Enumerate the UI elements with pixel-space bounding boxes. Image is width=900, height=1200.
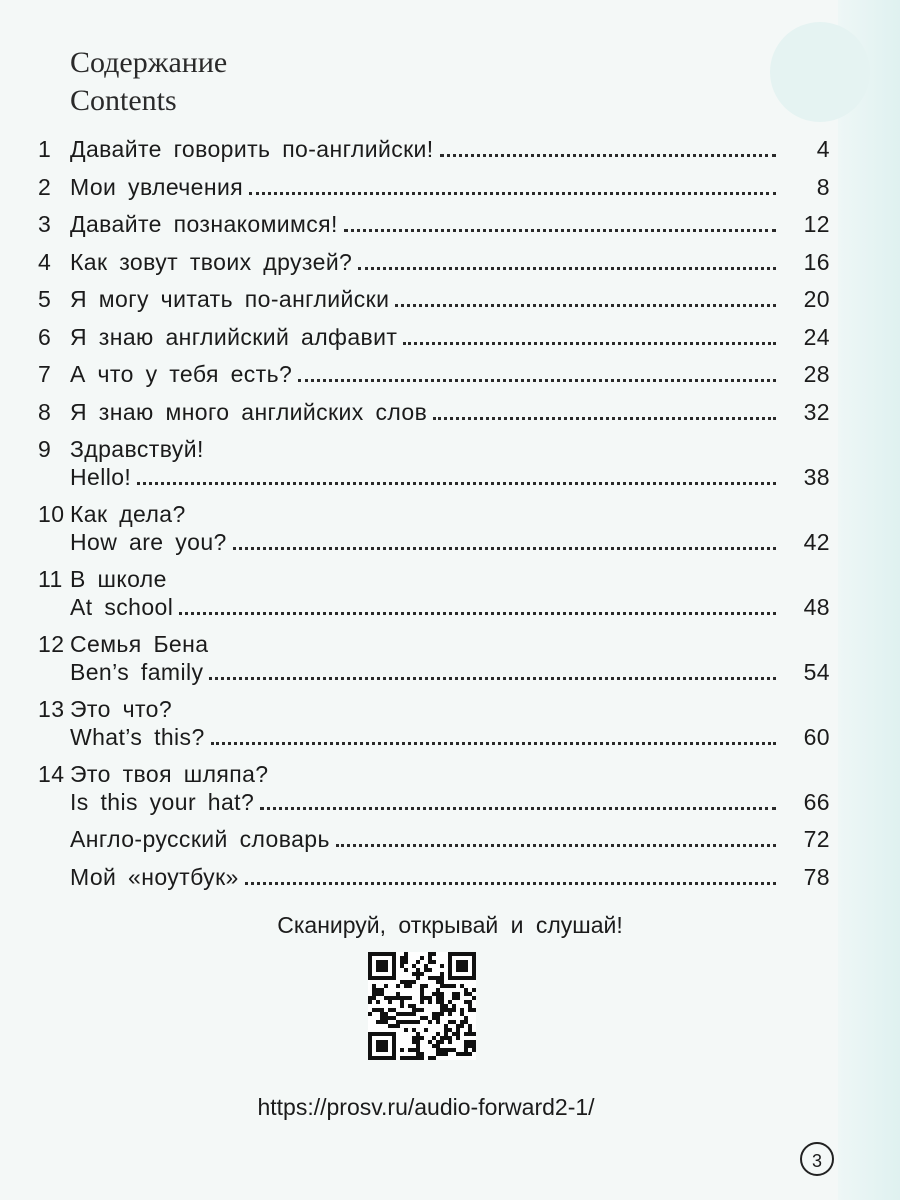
- toc-leader-line: [70, 659, 830, 686]
- dot-leader: [358, 267, 776, 270]
- toc-entry[interactable]: [30, 324, 830, 362]
- toc-title-en: Hello!: [70, 464, 132, 490]
- toc-leader-line: [70, 826, 830, 853]
- toc-page-number: 78: [803, 863, 830, 890]
- toc-entry[interactable]: [30, 436, 830, 501]
- toc-title-en: How are you?: [70, 529, 227, 555]
- toc-leader-line: [70, 864, 830, 891]
- toc-title: Я знаю английский алфавит: [70, 323, 398, 350]
- toc-entry[interactable]: [30, 566, 830, 631]
- toc-number: 6: [38, 323, 52, 350]
- toc-page-number: 8: [816, 173, 830, 200]
- dot-leader: [211, 742, 776, 745]
- toc-page-number: 38: [803, 464, 830, 490]
- toc-entry[interactable]: [30, 249, 830, 287]
- toc-leader-line: [70, 324, 830, 351]
- toc-number: 12: [38, 631, 65, 657]
- toc-leader-line: [70, 724, 830, 751]
- toc-entry[interactable]: [30, 136, 830, 174]
- toc-leader-line: [70, 136, 830, 163]
- toc-page-number: 42: [803, 529, 830, 555]
- heading-en: Contents: [70, 84, 177, 117]
- toc-leader-line: [70, 286, 830, 313]
- toc-leader-line: [70, 399, 830, 426]
- toc-title: Я знаю много английских слов: [70, 398, 428, 425]
- table-of-contents: [30, 136, 830, 901]
- dot-leader: [336, 844, 776, 847]
- toc-leader-line: [70, 211, 830, 238]
- toc-number: 5: [38, 286, 52, 312]
- toc-title-ru: Это твоя шляпа?: [70, 761, 269, 787]
- toc-page-number: 28: [803, 361, 830, 387]
- toc-number: 13: [38, 696, 65, 722]
- toc-title-en: Ben’s family: [70, 659, 204, 685]
- toc-title: Мои увлечения: [70, 173, 244, 200]
- toc-entry[interactable]: [30, 501, 830, 566]
- toc-title-en: What’s this?: [70, 724, 205, 750]
- dot-leader: [260, 807, 776, 810]
- toc-title-en: Is this your hat?: [70, 789, 255, 815]
- dot-leader: [233, 547, 776, 550]
- toc-page-number: 24: [803, 323, 830, 350]
- toc-entry[interactable]: [30, 399, 830, 437]
- toc-number: 1: [38, 136, 52, 162]
- dot-leader: [403, 342, 776, 345]
- qr-code-icon[interactable]: [368, 952, 476, 1060]
- dot-leader: [249, 192, 776, 195]
- toc-page-number: 20: [803, 286, 830, 312]
- dot-leader: [440, 154, 776, 157]
- toc-page-number: 60: [803, 724, 830, 750]
- toc-number: 7: [38, 361, 52, 387]
- toc-page-number: 54: [803, 659, 830, 685]
- toc-title-en: At school: [70, 594, 174, 620]
- toc-page-number: 12: [803, 211, 830, 237]
- toc-leader-line: [70, 594, 830, 621]
- toc-title-ru: Здравствуй!: [70, 436, 204, 462]
- page-number: 3: [800, 1142, 834, 1176]
- toc-page-number: 4: [816, 136, 830, 162]
- toc-entry[interactable]: [30, 826, 830, 864]
- toc-entry[interactable]: [30, 696, 830, 761]
- toc-title: Мой «ноутбук»: [70, 863, 239, 890]
- dot-leader: [344, 229, 776, 232]
- toc-entry[interactable]: [30, 631, 830, 696]
- toc-title: Англо-русский словарь: [70, 826, 330, 852]
- dot-leader: [298, 379, 776, 382]
- heading-ru: Содержание: [70, 46, 228, 79]
- toc-number: 2: [38, 173, 52, 200]
- toc-entry[interactable]: [30, 361, 830, 399]
- dot-leader: [209, 677, 776, 680]
- toc-title: Давайте познакомимся!: [70, 211, 338, 237]
- page-edge-tint: [838, 0, 900, 1200]
- toc-title-ru: Как дела?: [70, 501, 186, 527]
- contents-heading: [70, 44, 227, 120]
- toc-leader-line: [70, 249, 830, 276]
- toc-title-ru: Семья Бена: [70, 631, 209, 657]
- toc-page-number: 32: [803, 398, 830, 425]
- toc-number: 8: [38, 398, 52, 425]
- toc-title-ru: Это что?: [70, 696, 173, 722]
- toc-entry[interactable]: [30, 286, 830, 324]
- dot-leader: [179, 612, 776, 615]
- toc-number: 9: [38, 436, 52, 462]
- dot-leader: [395, 304, 776, 307]
- dot-leader: [245, 882, 776, 885]
- toc-entry[interactable]: [30, 211, 830, 249]
- toc-leader-line: [70, 361, 830, 388]
- toc-title-ru: В школе: [70, 566, 167, 592]
- scan-instruction: Сканируй, открывай и слушай!: [277, 912, 623, 938]
- toc-number: 3: [38, 211, 52, 237]
- dot-leader: [433, 417, 776, 420]
- toc-number: 10: [38, 501, 65, 527]
- toc-page-number: 66: [803, 789, 830, 815]
- toc-leader-line: [70, 789, 830, 816]
- toc-entry[interactable]: [30, 864, 830, 902]
- toc-title: Давайте говорить по-английски!: [70, 136, 434, 162]
- toc-title: А что у тебя есть?: [70, 361, 293, 387]
- toc-entry[interactable]: [30, 174, 830, 212]
- toc-page-number: 48: [803, 594, 830, 620]
- bleed-through-circle: [770, 22, 870, 122]
- toc-title: Как зовут твоих друзей?: [70, 248, 353, 275]
- toc-leader-line: [70, 174, 830, 201]
- toc-entry[interactable]: [30, 761, 830, 826]
- toc-leader-line: [70, 464, 830, 491]
- toc-leader-line: [70, 529, 830, 556]
- toc-page-number: 72: [803, 826, 830, 852]
- toc-page-number: 16: [803, 248, 830, 275]
- audio-link[interactable]: https://prosv.ru/audio-forward2-1/: [257, 1094, 595, 1120]
- toc-number: 11: [38, 566, 63, 592]
- dot-leader: [137, 482, 776, 485]
- toc-number: 4: [38, 248, 52, 275]
- toc-number: 14: [38, 761, 65, 787]
- toc-title: Я могу читать по-английски: [70, 286, 390, 312]
